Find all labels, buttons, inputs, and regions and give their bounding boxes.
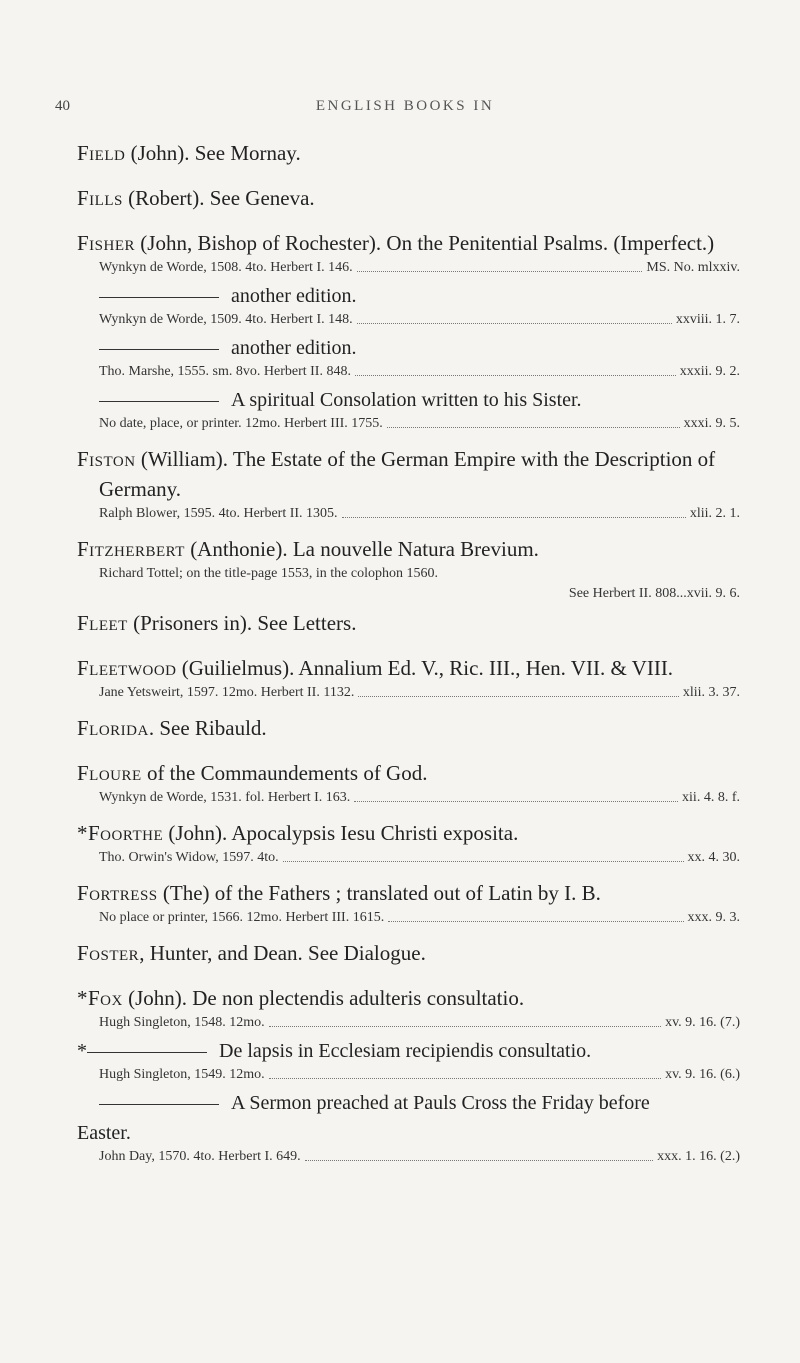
entry-title: (William). The Estate of the German Empire with the Description of Germany. <box>99 447 716 501</box>
sub-entry-title: another edition. <box>77 334 740 362</box>
sub-entry-title: * De lapsis in Ecclesiam recipiendis consultatio. <box>77 1040 592 1062</box>
entry-fox <box>77 983 740 1167</box>
entry-fleet <box>77 608 740 638</box>
entry-title: of the Commaundements of God. <box>141 761 428 785</box>
entry-title: (John). Apocalypsis Iesu Christi exposita. <box>163 821 519 845</box>
entry-name: *Foorthe <box>77 821 164 845</box>
imprint-line: Ralph Blower, 1595. 4to. Herbert II. 1305. xlii. 2. 1. <box>99 506 740 521</box>
sub-entry-title-continued: Easter. <box>77 1122 131 1144</box>
entry-fills <box>77 183 740 213</box>
entry-name: Fills <box>77 186 123 210</box>
imprint-line: See Herbert II. 808...xvii. 9. 6. <box>568 586 740 601</box>
imprint-line: Hugh Singleton, 1549. 12mo. xv. 9. 16. (6.) <box>99 1067 740 1082</box>
entry-name: Field <box>77 141 126 165</box>
entry-name: Foster <box>77 941 140 965</box>
entry-name: Fortress <box>77 881 158 905</box>
shelf-reference: MS. No. mlxxiv. <box>646 260 740 275</box>
imprint-line: Wynkyn de Worde, 1531. fol. Herbert I. 163. xii. 4. 8. f. <box>99 790 740 805</box>
entry-title: (The) of the Fathers ; translated out of Latin by I. B. <box>157 881 601 905</box>
sub-entry-title: another edition. <box>77 282 740 310</box>
entry-name: *Fox <box>77 986 123 1010</box>
page-header <box>55 98 755 118</box>
imprint-line: No date, place, or printer. 12mo. Herbert III. 1755. xxxi. 9. 5. <box>99 416 740 431</box>
entry-title: (Robert). See Geneva. <box>122 186 315 210</box>
imprint-text: Wynkyn de Worde, 1508. 4to. Herbert I. 146. <box>99 260 353 275</box>
imprint-line: Tho. Marshe, 1555. sm. 8vo. Herbert II. 848. xxxii. 9. 2. <box>99 364 740 379</box>
entry-field <box>77 138 740 168</box>
entry-florida <box>77 713 740 743</box>
entry-title: , Hunter, and Dean. See Dialogue. <box>139 941 426 965</box>
imprint-line: Hugh Singleton, 1548. 12mo. xv. 9. 16. (7.) <box>99 1015 740 1030</box>
entry-name: Fleet <box>77 611 128 635</box>
entry-name: Fitzherbert <box>77 537 185 561</box>
entry-foster <box>77 938 740 968</box>
entry-fisher <box>77 228 740 434</box>
entry-fleetwood <box>77 653 740 703</box>
entry-name: Fisher <box>77 231 136 255</box>
entry-title: (John, Bishop of Rochester). On the Penitential Psalms. (Imperfect.) <box>135 231 715 255</box>
entry-fitzherbert <box>77 534 740 604</box>
entry-title: (Anthonie). La nouvelle Natura Brevium. <box>184 537 539 561</box>
catalogue-entries <box>77 138 740 1182</box>
running-title: ENGLISH BOOKS IN <box>315 98 495 114</box>
imprint-line: Wynkyn de Worde, 1509. 4to. Herbert I. 148. xxviii. 1. 7. <box>99 312 740 327</box>
entry-title: (Prisoners in). See Letters. <box>127 611 357 635</box>
imprint-line: John Day, 1570. 4to. Herbert I. 649. xxx. 1. 16. (2.) <box>99 1149 740 1164</box>
entry-name: Florida <box>77 716 149 740</box>
entry-fortress <box>77 878 740 928</box>
sub-entry-title: A Sermon preached at Pauls Cross the Friday before <box>77 1089 740 1117</box>
imprint-line: Jane Yetsweirt, 1597. 12mo. Herbert II. 1132. xlii. 3. 37. <box>99 685 740 700</box>
sub-entry-title: A spiritual Consolation written to his Sister. <box>77 386 740 414</box>
entry-name: Floure <box>77 761 142 785</box>
page-number: 40 <box>55 98 70 114</box>
imprint-line: Richard Tottel; on the title-page 1553, in the colophon 1560. <box>99 566 438 581</box>
entry-fiston <box>77 444 740 524</box>
imprint-line <box>77 258 740 278</box>
entry-title: . See Ribauld. <box>148 716 267 740</box>
entry-foorthe <box>77 818 740 868</box>
entry-name: Fleetwood <box>77 656 177 680</box>
imprint-line: Tho. Orwin's Widow, 1597. 4to. xx. 4. 30. <box>99 850 740 865</box>
entry-title: (John). See Mornay. <box>125 141 301 165</box>
entry-title: (Guilielmus). Annalium Ed. V., Ric. III., Hen. VII. & VIII. <box>176 656 674 680</box>
entry-name: Fiston <box>77 447 136 471</box>
entry-floure <box>77 758 740 808</box>
entry-title: (John). De non plectendis adulteris consultatio. <box>122 986 525 1010</box>
imprint-line: No place or printer, 1566. 12mo. Herbert III. 1615. xxx. 9. 3. <box>99 910 740 925</box>
